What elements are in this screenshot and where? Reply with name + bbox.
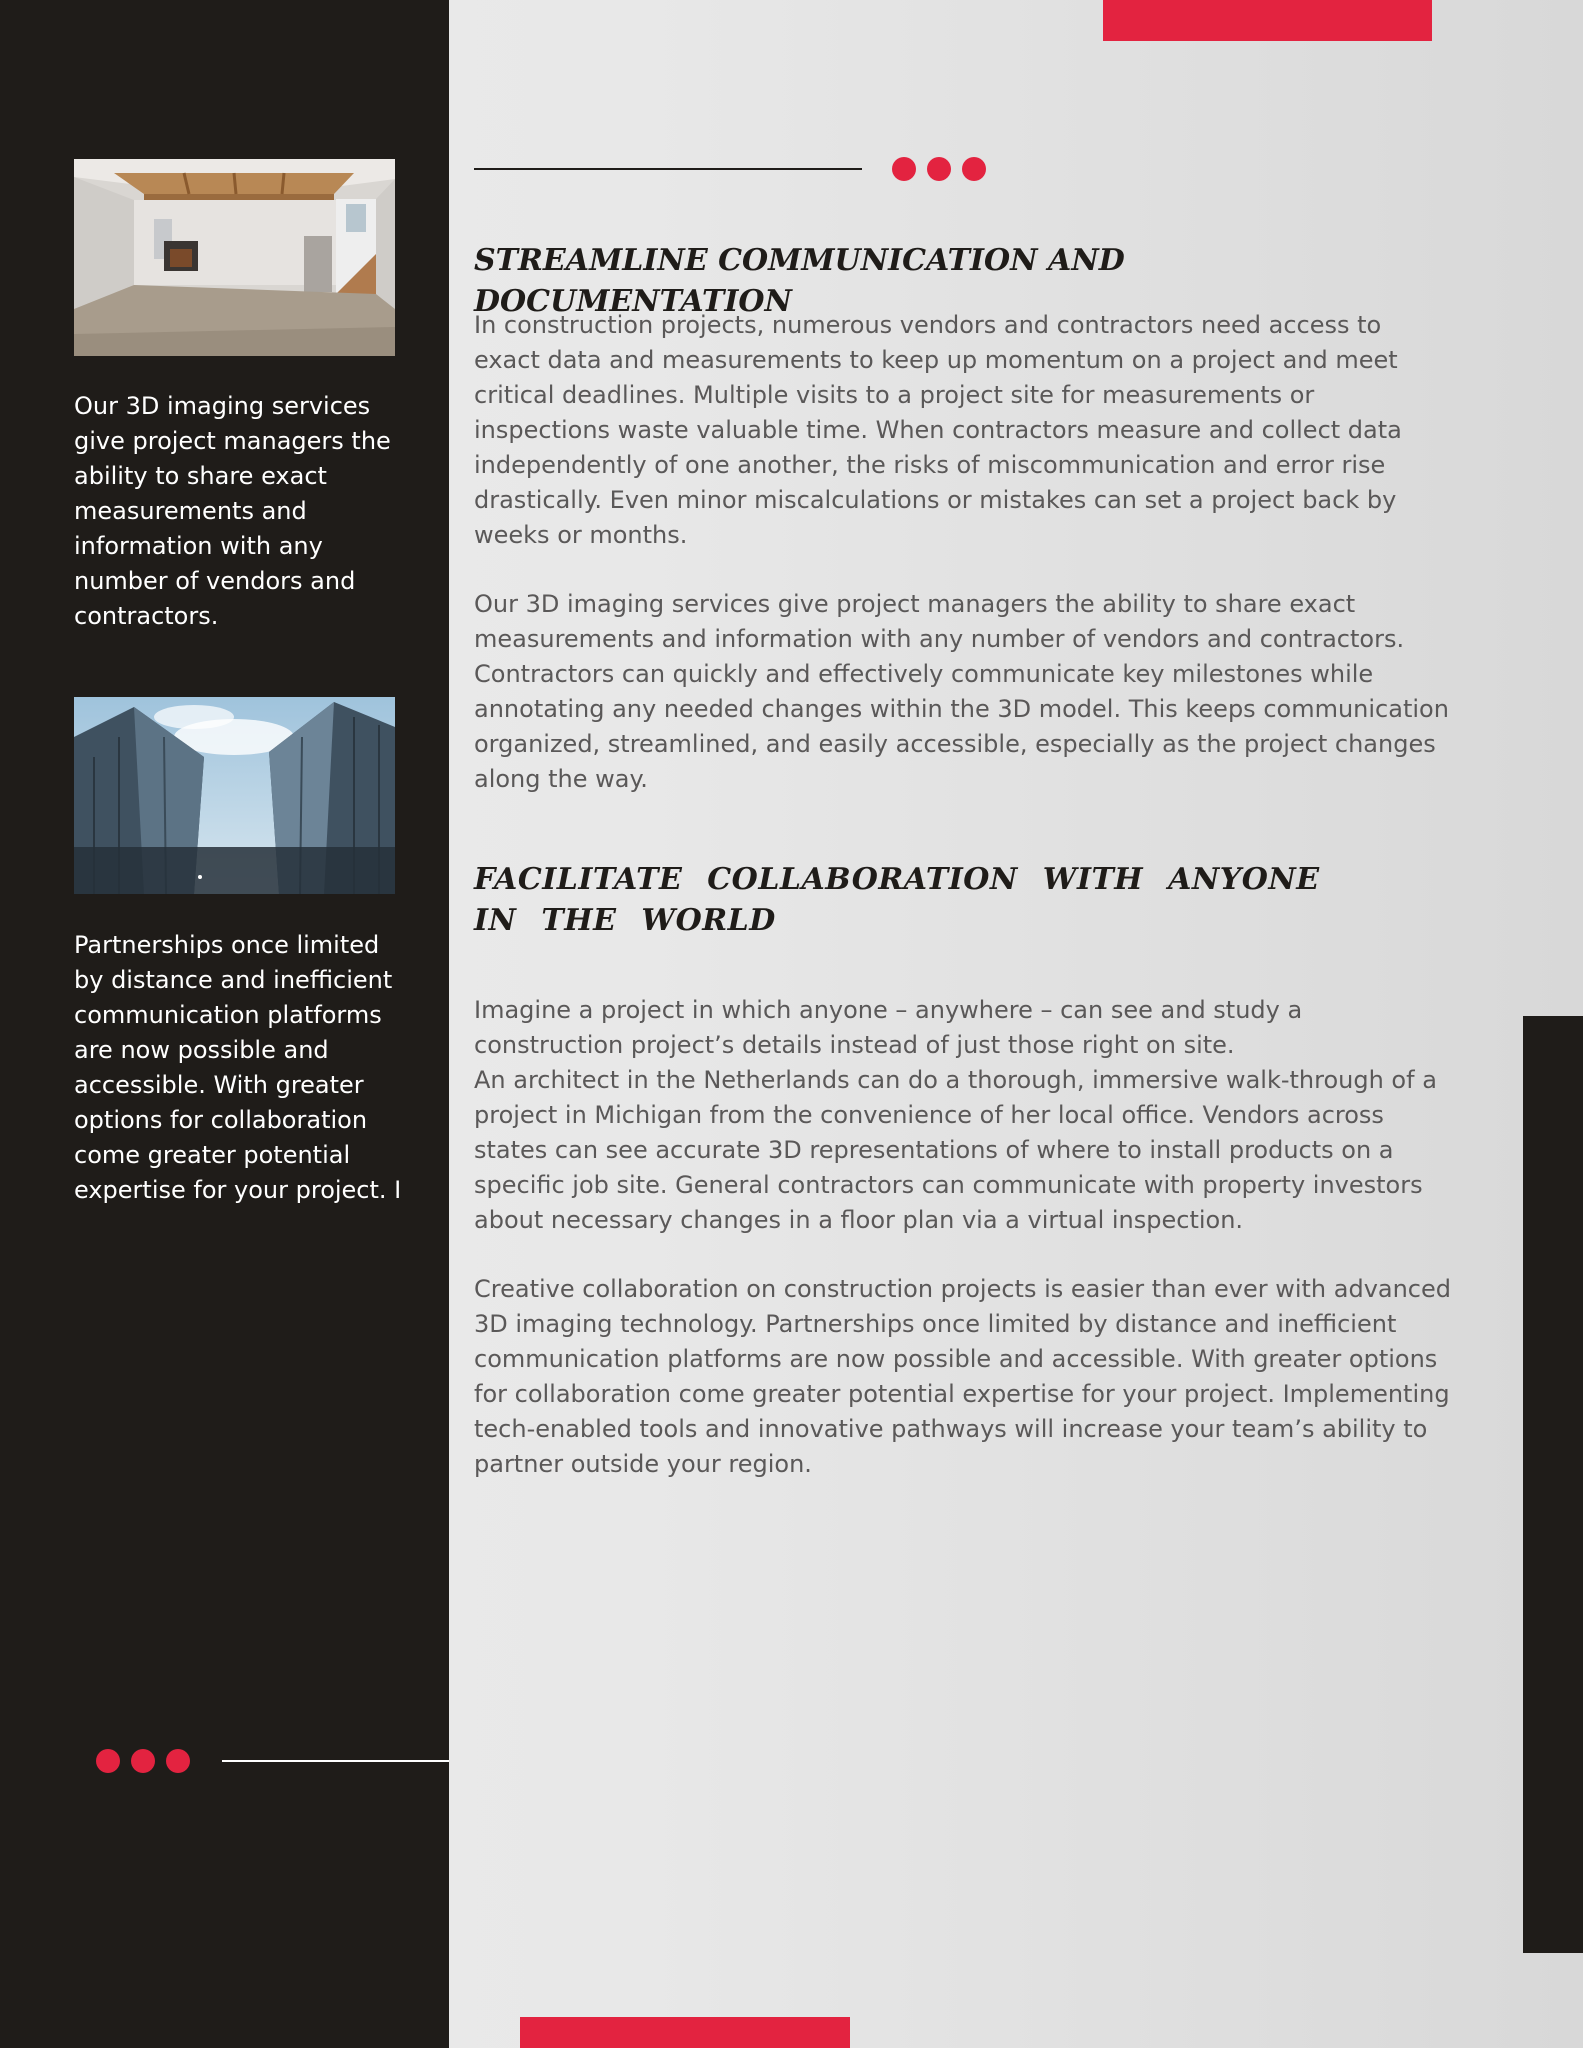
interior-construction-photo	[74, 159, 395, 356]
section-1-paragraph-1: In construction projects, numerous vendors and contractors need access to exact data and measurements to keep up momentum on a project and meet critical deadlines. Multiple visits to a project site for measurements or inspections waste valuable time. When contractors measure and collect data independently of one another, the risks of miscommunication and error rise drastically. Even minor miscalculations or mistakes can set a project back by weeks or months.	[474, 311, 1402, 549]
decorative-dot-icon	[962, 157, 986, 181]
section-2-paragraph-1b: An architect in the Netherlands can do a thorough, immersive walk-through of a project in Michigan from the convenience of her local office. Vendors across states can see accurate 3D representations of where to install products on a specific job site. General contractors can communicate with property investors about necessary changes in a floor plan via a virtual inspection.	[474, 1066, 1437, 1234]
decorative-dot-icon	[927, 157, 951, 181]
section-2-paragraph-1a: Imagine a project in which anyone – anywhere – can see and study a construction project’s details instead of just those right on site.	[474, 996, 1303, 1059]
section-1-paragraph-2: Our 3D imaging services give project managers the ability to share exact measurements and information with any number of vendors and contractors. Contractors can quickly and effectively communicate key milestones while annotating any needed changes within the 3D model. This keeps communication organized, streamlined, and easily accessible, especially as the project changes along the way.	[474, 590, 1449, 793]
decorative-dot-icon	[892, 157, 916, 181]
section-1-heading: STREAMLINE COMMUNICATION AND DOCUMENTATION	[474, 243, 1125, 319]
sidebar-caption-2: Partnerships once limited by distance and inefficient communication platforms are now possible and accessible. With greater options for collaboration come greater potential expertise for your project. I	[74, 931, 402, 1204]
bottom-accent-bar	[520, 2017, 850, 2048]
right-edge-bar	[1523, 1016, 1583, 1953]
decorative-dot-icon	[131, 1749, 155, 1773]
decorative-dot-icon	[166, 1749, 190, 1773]
section-2-paragraph-2: Creative collaboration on construction projects is easier than ever with advanced 3D imaging technology. Partnerships once limited by distance and inefficient communication platforms are now possible and accessible. With greater options for collaboration come greater potential expertise for your project. Implementing tech-enabled tools and innovative pathways will increase your team’s ability to partner outside your region.	[474, 1275, 1452, 1478]
main-divider-line	[474, 168, 862, 170]
sidebar-caption-1: Our 3D imaging services give project managers the ability to share exact measurements and information with any number of vendors and contractors.	[74, 392, 391, 630]
sidebar-divider-line	[222, 1760, 449, 1762]
decorative-dot-icon	[96, 1749, 120, 1773]
top-accent-bar	[1103, 0, 1432, 41]
glass-towers-photo	[74, 697, 395, 894]
section-2-heading: FACILITATE COLLABORATION WITH ANYONE IN THE WORLD	[474, 862, 1320, 938]
